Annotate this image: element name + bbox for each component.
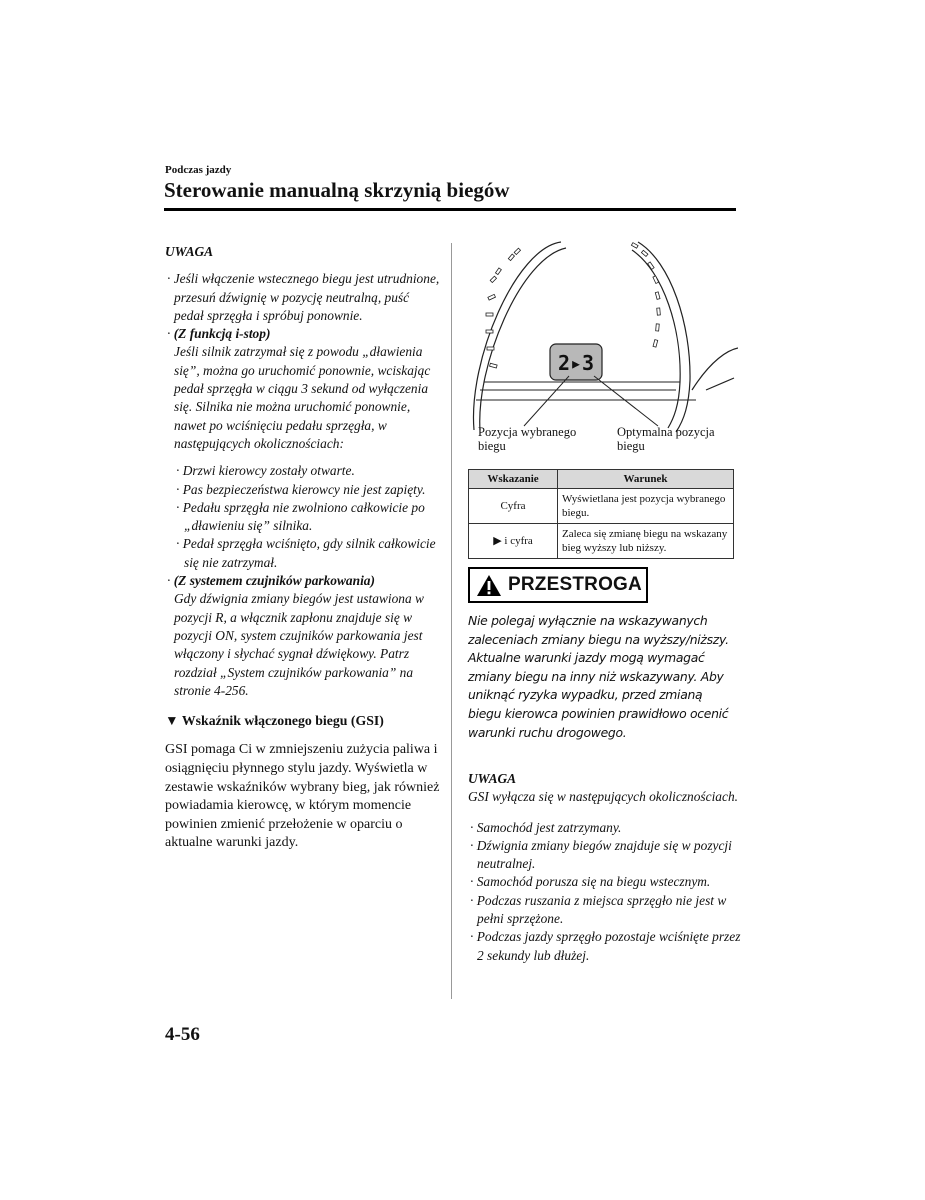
istop-condition: · Drzwi kierowcy zostały otwarte. bbox=[176, 463, 355, 479]
note-bullet: · Jeśli włączenie wstecznego biegu jest utrudnione, przesuń dźwignię w pozycję neutralną, puść pedał sprzęgła i spróbuj ponownie. bbox=[167, 271, 440, 323]
caution-text: Nie polegaj wyłącznie na wskazywanych zaleceniach zmiany biegu na wyższy/niższy. Aktualne warunki jazdy mogą wymagać zmiany biegu na inny niż wskazywany. Aby uniknąć ryzyka wypadku, przed zmianą biegu kierowca powinien prawidłowo ocenić warunki ruchu drogowego. bbox=[468, 613, 729, 740]
istop-text: Jeśli silnik zatrzymał się z powodu „dławienia się”, można go uruchomić ponownie, wciskając pedał sprzęgła w ciągu 3 sekund od wyłączenia się. Silnika nie można uruchomić ponownie, nawet po wciśnięciu pedału sprzęgła, w następujących okolicznościach: bbox=[174, 344, 431, 451]
table-header-cell: Wskazanie bbox=[469, 470, 558, 489]
caution-box bbox=[468, 567, 648, 603]
gear-display-text: 2▸3 bbox=[557, 351, 595, 375]
label-selected-gear: Pozycja wybranego biegu bbox=[478, 425, 577, 453]
right-note-bullet: · Podczas jazdy sprzęgło pozostaje wciśnięte przez 2 sekundy lub dłużej. bbox=[470, 929, 741, 963]
section-label: Podczas jazdy bbox=[165, 164, 232, 176]
parking-text: Gdy dźwignia zmiany biegów jest ustawiona w pozycji R, a włącznik zapłonu znajduje się w pozycji ON, system czujników parkowania jest włączony i słychać sygnał dźwiękowy. Patrz rozdział „System czujników parkowania” na stronie 4-256. bbox=[174, 591, 424, 698]
right-note-heading: UWAGA bbox=[468, 771, 517, 786]
table-row bbox=[469, 489, 734, 524]
table-cell: Wyświetlana jest pozycja wybranego biegu. bbox=[558, 489, 734, 524]
gsi-body: GSI pomaga Ci w zmniejszeniu zużycia paliwa i osiągnięciu płynnego stylu jazdy. Wyświetla w zestawie wskaźników wybrany bieg, jak również powiadamia kierowcę, w którym momencie powinien zmienić przełożenie w oparciu o aktualne warunki jazdy. bbox=[165, 742, 440, 851]
table-header-row bbox=[469, 470, 734, 489]
right-note-bullet: · Dźwignia zmiany biegów znajduje się w pozycji neutralnej. bbox=[470, 837, 732, 872]
table-cell: Zaleca się zmianę biegu na wskazany bieg wyższy lub niższy. bbox=[558, 524, 734, 559]
right-note-intro: GSI wyłącza się w następujących okolicznościach. bbox=[468, 789, 738, 805]
label-optimal-gear: Optymalna pozycja biegu bbox=[617, 425, 715, 453]
parking-note: · (Z systemem czujników parkowania) Gdy dźwignia zmiany biegów jest ustawiona w pozycji R, a włącznik zapłonu znajduje się w pozycji ON, system czujników parkowania jest włączony i słychać sygnał dźwiękowy. Patrz rozdział „System czujników parkowania” na stronie 4-256. bbox=[167, 573, 424, 698]
table-row bbox=[469, 524, 734, 559]
istop-condition: · Pedał sprzęgła wciśnięto, gdy silnik całkowicie się nie zatrzymał. bbox=[176, 536, 436, 570]
column-divider bbox=[451, 243, 452, 999]
istop-note: · (Z funkcją i-stop) Jeśli silnik zatrzymał się z powodu „dławienia się”, można go uruchomić ponownie, wciskając pedał sprzęgła w ciągu 3 sekund od wyłączenia się. Silnika nie można uruchomić ponownie, nawet po wciśnięciu pedału sprzęgła, w następujących okolicznościach: bbox=[167, 326, 431, 451]
right-note-bullet: · Podczas ruszania z miejsca sprzęgło nie jest w pełni sprzężone. bbox=[470, 892, 727, 927]
gauge-ticks-left bbox=[486, 248, 521, 368]
left-column bbox=[165, 243, 440, 853]
table-cell: Cyfra bbox=[469, 489, 558, 524]
note-heading: UWAGA bbox=[165, 244, 214, 259]
right-notes bbox=[468, 770, 743, 965]
caution-label: PRZESTROGA bbox=[508, 574, 642, 595]
table-header-cell: Warunek bbox=[558, 470, 734, 489]
right-note-bullet: · Samochód porusza się na biegu wstecznym. bbox=[470, 874, 711, 890]
page-number: 4-56 bbox=[165, 1024, 200, 1045]
gsi-section-heading: ▼ Wskaźnik włączonego biegu (GSI) bbox=[165, 713, 384, 729]
page-title: Sterowanie manualną skrzynią biegów bbox=[164, 178, 510, 202]
istop-heading: (Z funkcją i-stop) bbox=[173, 326, 271, 342]
gsi-indication-table bbox=[468, 469, 734, 559]
table-cell: ▶ i cyfra bbox=[469, 524, 558, 559]
title-rule bbox=[164, 208, 736, 211]
right-note-bullet: · Samochód jest zatrzymany. bbox=[470, 819, 622, 835]
triangle-down-icon: ▼ bbox=[165, 713, 179, 729]
istop-condition: · Pas bezpieczeństwa kierowcy nie jest zapięty. bbox=[176, 481, 426, 497]
istop-condition: · Pedału sprzęgła nie zwolniono całkowicie po „dławieniu się” silnika. bbox=[176, 499, 425, 534]
warning-triangle-icon bbox=[476, 574, 502, 597]
parking-heading: (Z systemem czujników parkowania) bbox=[173, 573, 375, 589]
